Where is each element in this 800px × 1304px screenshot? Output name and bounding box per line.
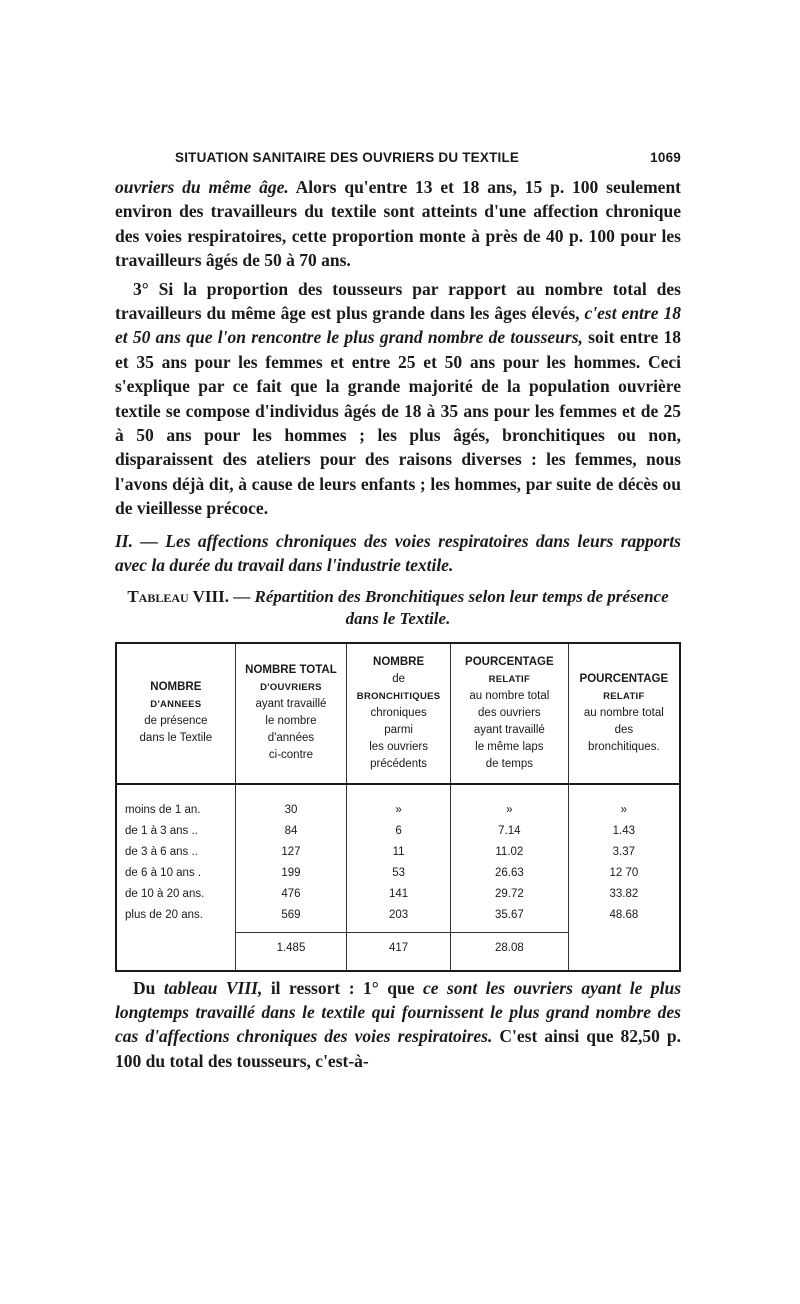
table-row: de 3 à 6 ans .. 127 11 11.02 3.37	[116, 842, 680, 863]
total-bronchitiques: 417	[347, 932, 451, 971]
header-years: NOMBRE D'ANNEES de présence dans le Textile	[116, 643, 235, 784]
table-row: de 1 à 3 ans .. 84 6 7.14 1.43	[116, 821, 680, 842]
table-header-row	[116, 643, 680, 784]
bronchitiques-table	[115, 642, 681, 972]
section-heading: II. — Les affections chroniques des voies respiratoires dans leurs rapports avec la durée du travail dans l'industrie textile.	[115, 530, 681, 576]
table-row: moins de 1 an. 30 » » »	[116, 784, 680, 821]
header-pct-workers: POURCENTAGE RELATIF au nombre total des ouvriers ayant travaillé le même laps de temps	[451, 643, 569, 784]
header-pct-bronchitiques: POURCENTAGE RELATIF au nombre total des bronchitiques.	[568, 643, 680, 784]
closing-paragraph: Du tableau VIII, il ressort : 1° que ce sont les ouvriers ayant le plus longtemps travaillé dans le textile qui fournissent le plus grand nombre des cas d'affections chroniques des voies respiratoires. C'est ainsi que 82,50 p. 100 du total des tousseurs, c'est-à-	[115, 977, 682, 1071]
table-total-row	[116, 932, 680, 971]
table-row: plus de 20 ans. 569 203 35.67 48.68	[116, 905, 680, 926]
document-page	[115, 150, 681, 1073]
running-header	[115, 150, 681, 165]
paragraph-2-text: soit entre 18 et 35 ans pour les femmes et entre 25 et 50 ans pour les hommes. Ceci s'explique par ce fait que la grande majorité de la population ouvrière textile se compose d'individus âgés de 18 à 35 ans pour les femmes et de 25 à 50 ans pour les hommes ; les plus âgés, bronchitiques ou non, disparaissent des ateliers pour des raisons diverses : les femmes, nous l'avons déjà dit, à cause de leurs enfants ; les hommes, par suite de décès ou de vieillesse précoce.	[115, 327, 682, 519]
header-total-workers: NOMBRE TOTAL D'OUVRIERS ayant travaillé le nombre d'années ci-contre	[235, 643, 346, 784]
paragraph-1-text: Alors qu'entre 13 et 18 ans, 15 p. 100 seulement environ des travailleurs du textile sont atteints d'une affection chronique des voies respiratoires, cette proportion monte à près de 40 p. 100 pour les travailleurs âgés de 50 à 70 ans.	[115, 177, 682, 271]
paragraph-1-italic: ouvriers du même âge.	[115, 177, 289, 197]
header-bronchitiques: NOMBRE de BRONCHITIQUES chroniques parmi les ouvriers précédents	[347, 643, 451, 784]
table-caption-dash: —	[229, 586, 255, 606]
running-title: SITUATION SANITAIRE DES OUVRIERS DU TEXTILE	[175, 150, 520, 165]
paragraph-2-lead: 3° Si la proportion des tousseurs par rapport au nombre total des travailleurs du même âge est plus grande dans les âges élevés,	[115, 278, 681, 324]
table-caption-label: Tableau VIII.	[127, 586, 229, 606]
paragraph-2	[115, 277, 681, 521]
table-row: de 6 à 10 ans . 199 53 26.63 12 70	[116, 863, 680, 884]
table-caption	[115, 586, 681, 630]
paragraph-1	[115, 175, 681, 273]
table-row: de 10 à 20 ans. 476 141 29.72 33.82	[116, 884, 680, 905]
total-workers: 1.485	[235, 932, 346, 971]
page-number: 1069	[650, 150, 681, 165]
paragraph-2-italic: c'est entre 18 et 50 ans que l'on rencontre le plus grand nombre de tousseurs,	[115, 303, 681, 348]
table-caption-title: Répartition des Bronchitiques selon leur temps de présence dans le Textile.	[254, 586, 669, 628]
total-pct-workers: 28.08	[451, 932, 569, 971]
